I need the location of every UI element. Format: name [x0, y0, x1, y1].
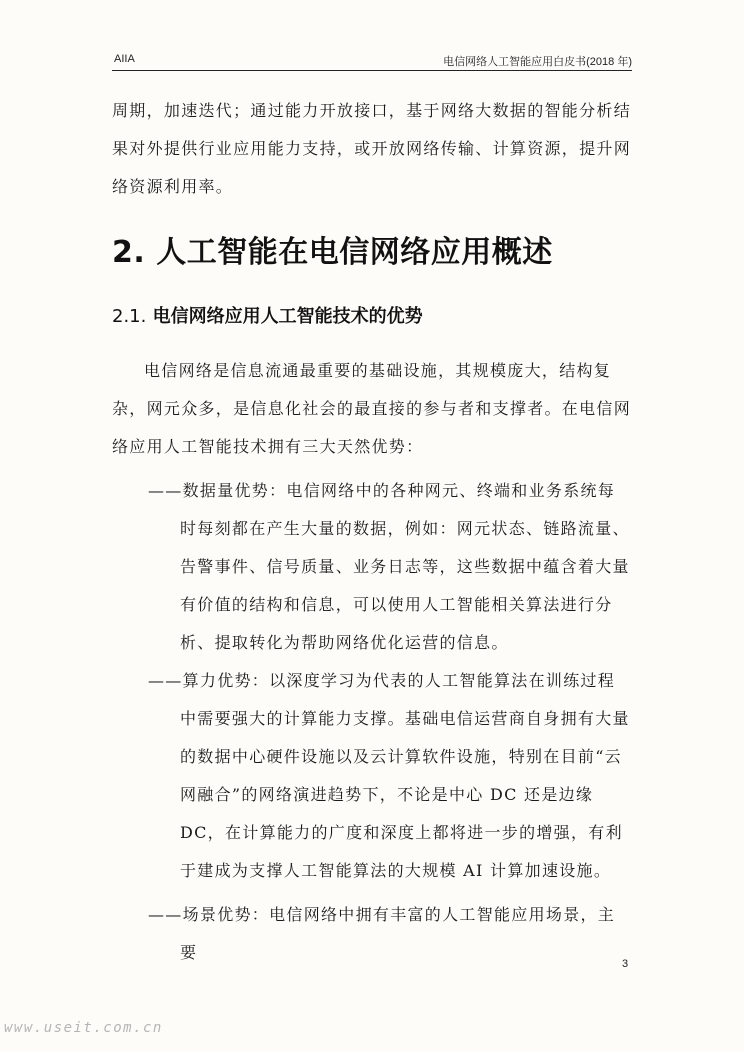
section-heading: 2. 人工智能在电信网络应用概述 [112, 235, 553, 270]
body-paragraph [112, 352, 632, 466]
page-number: 3 [622, 958, 629, 970]
watermark: www.useit.com.cn [4, 1020, 163, 1036]
intro-paragraph [112, 92, 632, 206]
subsection-heading [112, 302, 423, 328]
subsection-title: 电信网络应用人工智能技术的优势 [152, 306, 423, 327]
bullet-compute-advantage: ——算力优势：以深度学习为代表的人工智能算法在训练过程中需要强大的计算能力支撑。基础电信运营商自身拥有大量的数据中心硬件设施以及云计算软件设施，特别在目前“云网融合”的网络演进趋势下，不论是中心 DC 还是边缘 DC，在计算能力的广度和深度上都将进一步的增强，有利于建成为支撑人工智能算法的大规模 AI 计算加速设施。 [148, 671, 630, 880]
bullet-data-advantage: ——数据量优势：电信网络中的各种网元、终端和业务系统每时每刻都在产生大量的数据，例如：网元状态、链路流量、告警事件、信号质量、业务日志等，这些数据中蕴含着大量有价值的结构和信息，可以使用人工智能相关算法进行分析、提取转化为帮助网络优化运营的信息。 [148, 481, 630, 652]
list-item [148, 896, 632, 972]
list-item [148, 662, 632, 890]
header-org: AIIA [114, 53, 135, 65]
intro-text: 周期，加速迭代；通过能力开放接口，基于网络大数据的智能分析结果对外提供行业应用能力支持，或开放网络传输、计算资源，提升网络资源利用率。 [112, 101, 632, 196]
bullet-scenario-advantage: ——场景优势：电信网络中拥有丰富的人工智能应用场景，主要 [148, 905, 616, 962]
page-header [112, 52, 632, 71]
header-doc-title: 电信网络人工智能应用白皮书(2018 年) [443, 56, 632, 68]
subsection-number: 2.1. [112, 306, 147, 327]
paragraph-text: 电信网络是信息流通最重要的基础设施，其规模庞大，结构复杂，网元众多，是信息化社会的最直接的参与者和支撑者。在电信网络应用人工智能技术拥有三大天然优势： [112, 361, 632, 456]
list-item [148, 472, 632, 662]
